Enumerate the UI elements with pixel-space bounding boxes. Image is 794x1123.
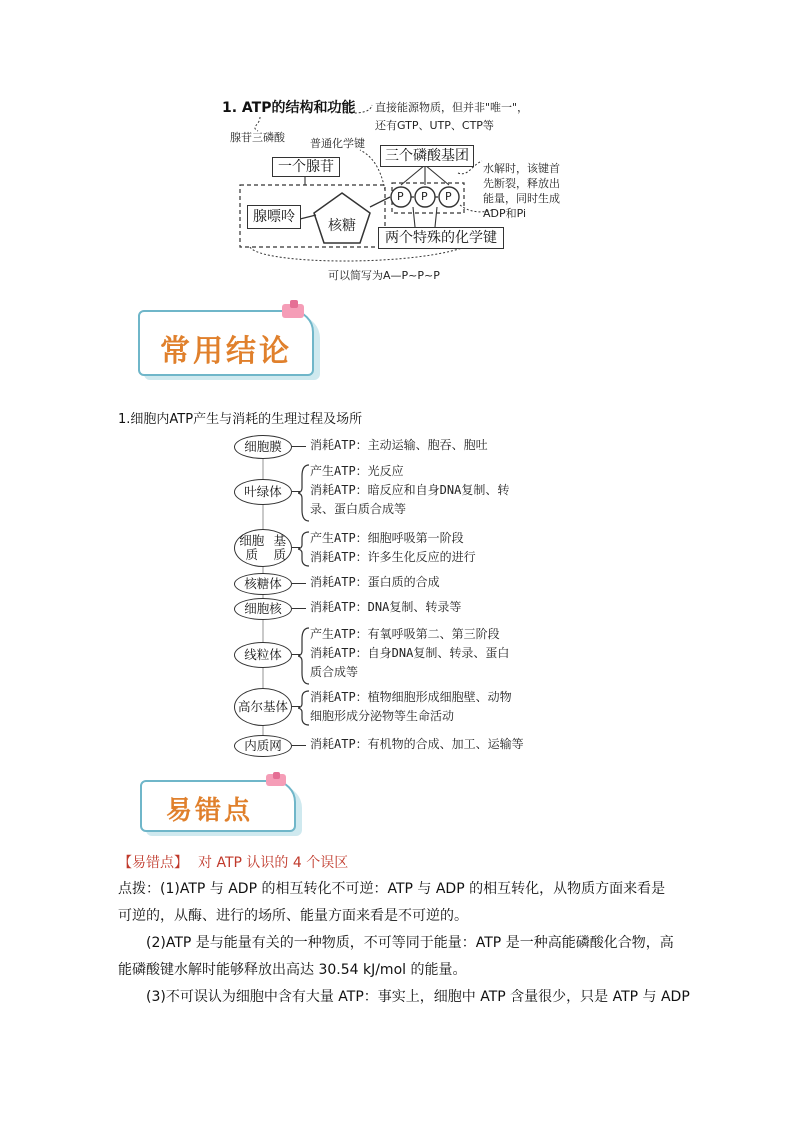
note-hydrolysis-line: 先断裂，释放出 bbox=[483, 177, 560, 190]
organelle-name-line: 基体 bbox=[263, 698, 289, 714]
organelle-name: 线粒体 bbox=[234, 642, 292, 668]
brace-icon bbox=[298, 531, 310, 567]
brace-icon bbox=[298, 690, 310, 726]
organelle-details bbox=[310, 529, 476, 567]
paragraph-3: (3)不可误认为细胞中含有大量 ATP：事实上，细胞中 ATP 含量很少，只是 ATP 与 ADP bbox=[146, 989, 690, 1005]
organelle-name: 细胞核 bbox=[234, 598, 292, 620]
detail-line: 细胞形成分泌物等生命活动 bbox=[310, 709, 455, 723]
banner-title: 常用结论 bbox=[160, 334, 292, 369]
organelle-name: 叶绿体 bbox=[234, 479, 292, 505]
organelle-name-line: 基质 bbox=[273, 532, 287, 562]
special-bonds-label: 两个特殊的化学键 bbox=[378, 227, 504, 249]
connector-dash bbox=[292, 446, 306, 447]
paragraph-2: (2)ATP 是与能量有关的一种物质，不可等同于能量：ATP 是一种高能磷酸化合物，高能磷酸键水解时能够释放出高达 30.54 kJ/mol 的能量。 bbox=[118, 935, 674, 978]
note-energy-2: 还有GTP、UTP、CTP等 bbox=[375, 119, 494, 132]
note-shorthand: 可以简写为A—P~P~P bbox=[328, 269, 440, 282]
phosphate-3: P bbox=[445, 190, 452, 203]
banner-title: 易错点 bbox=[166, 796, 254, 826]
ribose-label: 核糖 bbox=[328, 218, 356, 234]
phosphate-2: P bbox=[421, 190, 428, 203]
phosphate-groups-label: 三个磷酸基团 bbox=[380, 145, 474, 167]
organelle-name-line: 细胞质 bbox=[239, 532, 265, 562]
connector-dash bbox=[292, 583, 306, 584]
note-hydrolysis-line: ADP和Pi bbox=[483, 207, 527, 220]
organelle-atp-table bbox=[228, 432, 588, 762]
detail-line: 消耗ATP：主动运输、胞吞、胞吐 bbox=[310, 438, 488, 452]
paperclip-top bbox=[273, 772, 280, 779]
note-abbreviation: 腺苷三磷酸 bbox=[230, 131, 285, 144]
detail-line: 消耗ATP：蛋白质的合成 bbox=[310, 575, 440, 589]
detail-line: 产生ATP：细胞呼吸第一阶段 bbox=[310, 531, 464, 545]
detail-line: 消耗ATP：许多生化反应的进行 bbox=[310, 550, 476, 564]
detail-line: 录、蛋白质合成等 bbox=[310, 502, 407, 516]
detail-line: 消耗ATP：自身DNA复制、转录、蛋白 bbox=[310, 646, 510, 660]
note-hydrolysis bbox=[483, 161, 560, 221]
error-label: 【易错点】 bbox=[118, 855, 188, 871]
organelle-details bbox=[310, 436, 488, 455]
detail-line: 消耗ATP：植物细胞形成细胞壁、动物 bbox=[310, 690, 512, 704]
organelle-details bbox=[310, 462, 509, 519]
phosphate-1: P bbox=[397, 190, 404, 203]
organelle-details bbox=[310, 688, 512, 726]
note-hydrolysis-line: 能量，同时生成 bbox=[483, 192, 560, 205]
adenosine-label: 一个腺苷 bbox=[272, 157, 340, 177]
note-energy: 直接能源物质，但并非"唯一"， bbox=[375, 101, 529, 114]
error-topic: 对 ATP 认识的 4 个误区 bbox=[198, 855, 349, 871]
note-ordinary-bond: 普通化学键 bbox=[310, 137, 365, 150]
organelle-name: 细胞膜 bbox=[234, 435, 292, 459]
connector-dash bbox=[292, 608, 306, 609]
brace-icon bbox=[298, 627, 310, 685]
organelle-name: 内质网 bbox=[234, 735, 292, 757]
organelle-name bbox=[234, 529, 292, 567]
organelle-name: 核糖体 bbox=[234, 573, 292, 595]
paperclip-top bbox=[290, 300, 298, 308]
detail-line: 质合成等 bbox=[310, 665, 359, 679]
organelle-details bbox=[310, 735, 524, 754]
atp-structure-diagram bbox=[220, 95, 580, 285]
organelle-name-line: 高尔 bbox=[237, 698, 263, 714]
brace-icon bbox=[298, 464, 310, 522]
error-point-label bbox=[118, 852, 348, 872]
note-hydrolysis-line: 水解时，该键首 bbox=[483, 162, 560, 175]
detail-line: 产生ATP：光反应 bbox=[310, 464, 404, 478]
detail-line: 消耗ATP：DNA复制、转录等 bbox=[310, 600, 462, 614]
organelle-details bbox=[310, 598, 461, 617]
banner-common-conclusions bbox=[130, 300, 330, 390]
organelle-name bbox=[234, 688, 292, 726]
detail-line: 消耗ATP：有机物的合成、加工、运输等 bbox=[310, 737, 524, 751]
banner-error-prone bbox=[132, 772, 312, 842]
organelle-details bbox=[310, 573, 440, 592]
detail-line: 产生ATP：有氧呼吸第二、第三阶段 bbox=[310, 627, 500, 641]
atp-diagram-title: 1. ATP的结构和功能 bbox=[222, 100, 356, 116]
connector-dash bbox=[292, 745, 306, 746]
paragraph-1: 点拨：(1)ATP 与 ADP 的相互转化不可逆：ATP 与 ADP 的相互转化，从物质方面来看是可逆的，从酶、进行的场所、能量方面来看是不可逆的。 bbox=[118, 881, 666, 924]
section-heading: 1.细胞内ATP产生与消耗的生理过程及场所 bbox=[118, 412, 363, 427]
adenine-label: 腺嘌呤 bbox=[247, 205, 301, 229]
organelle-details bbox=[310, 625, 509, 682]
detail-line: 消耗ATP：暗反应和自身DNA复制、转 bbox=[310, 483, 510, 497]
